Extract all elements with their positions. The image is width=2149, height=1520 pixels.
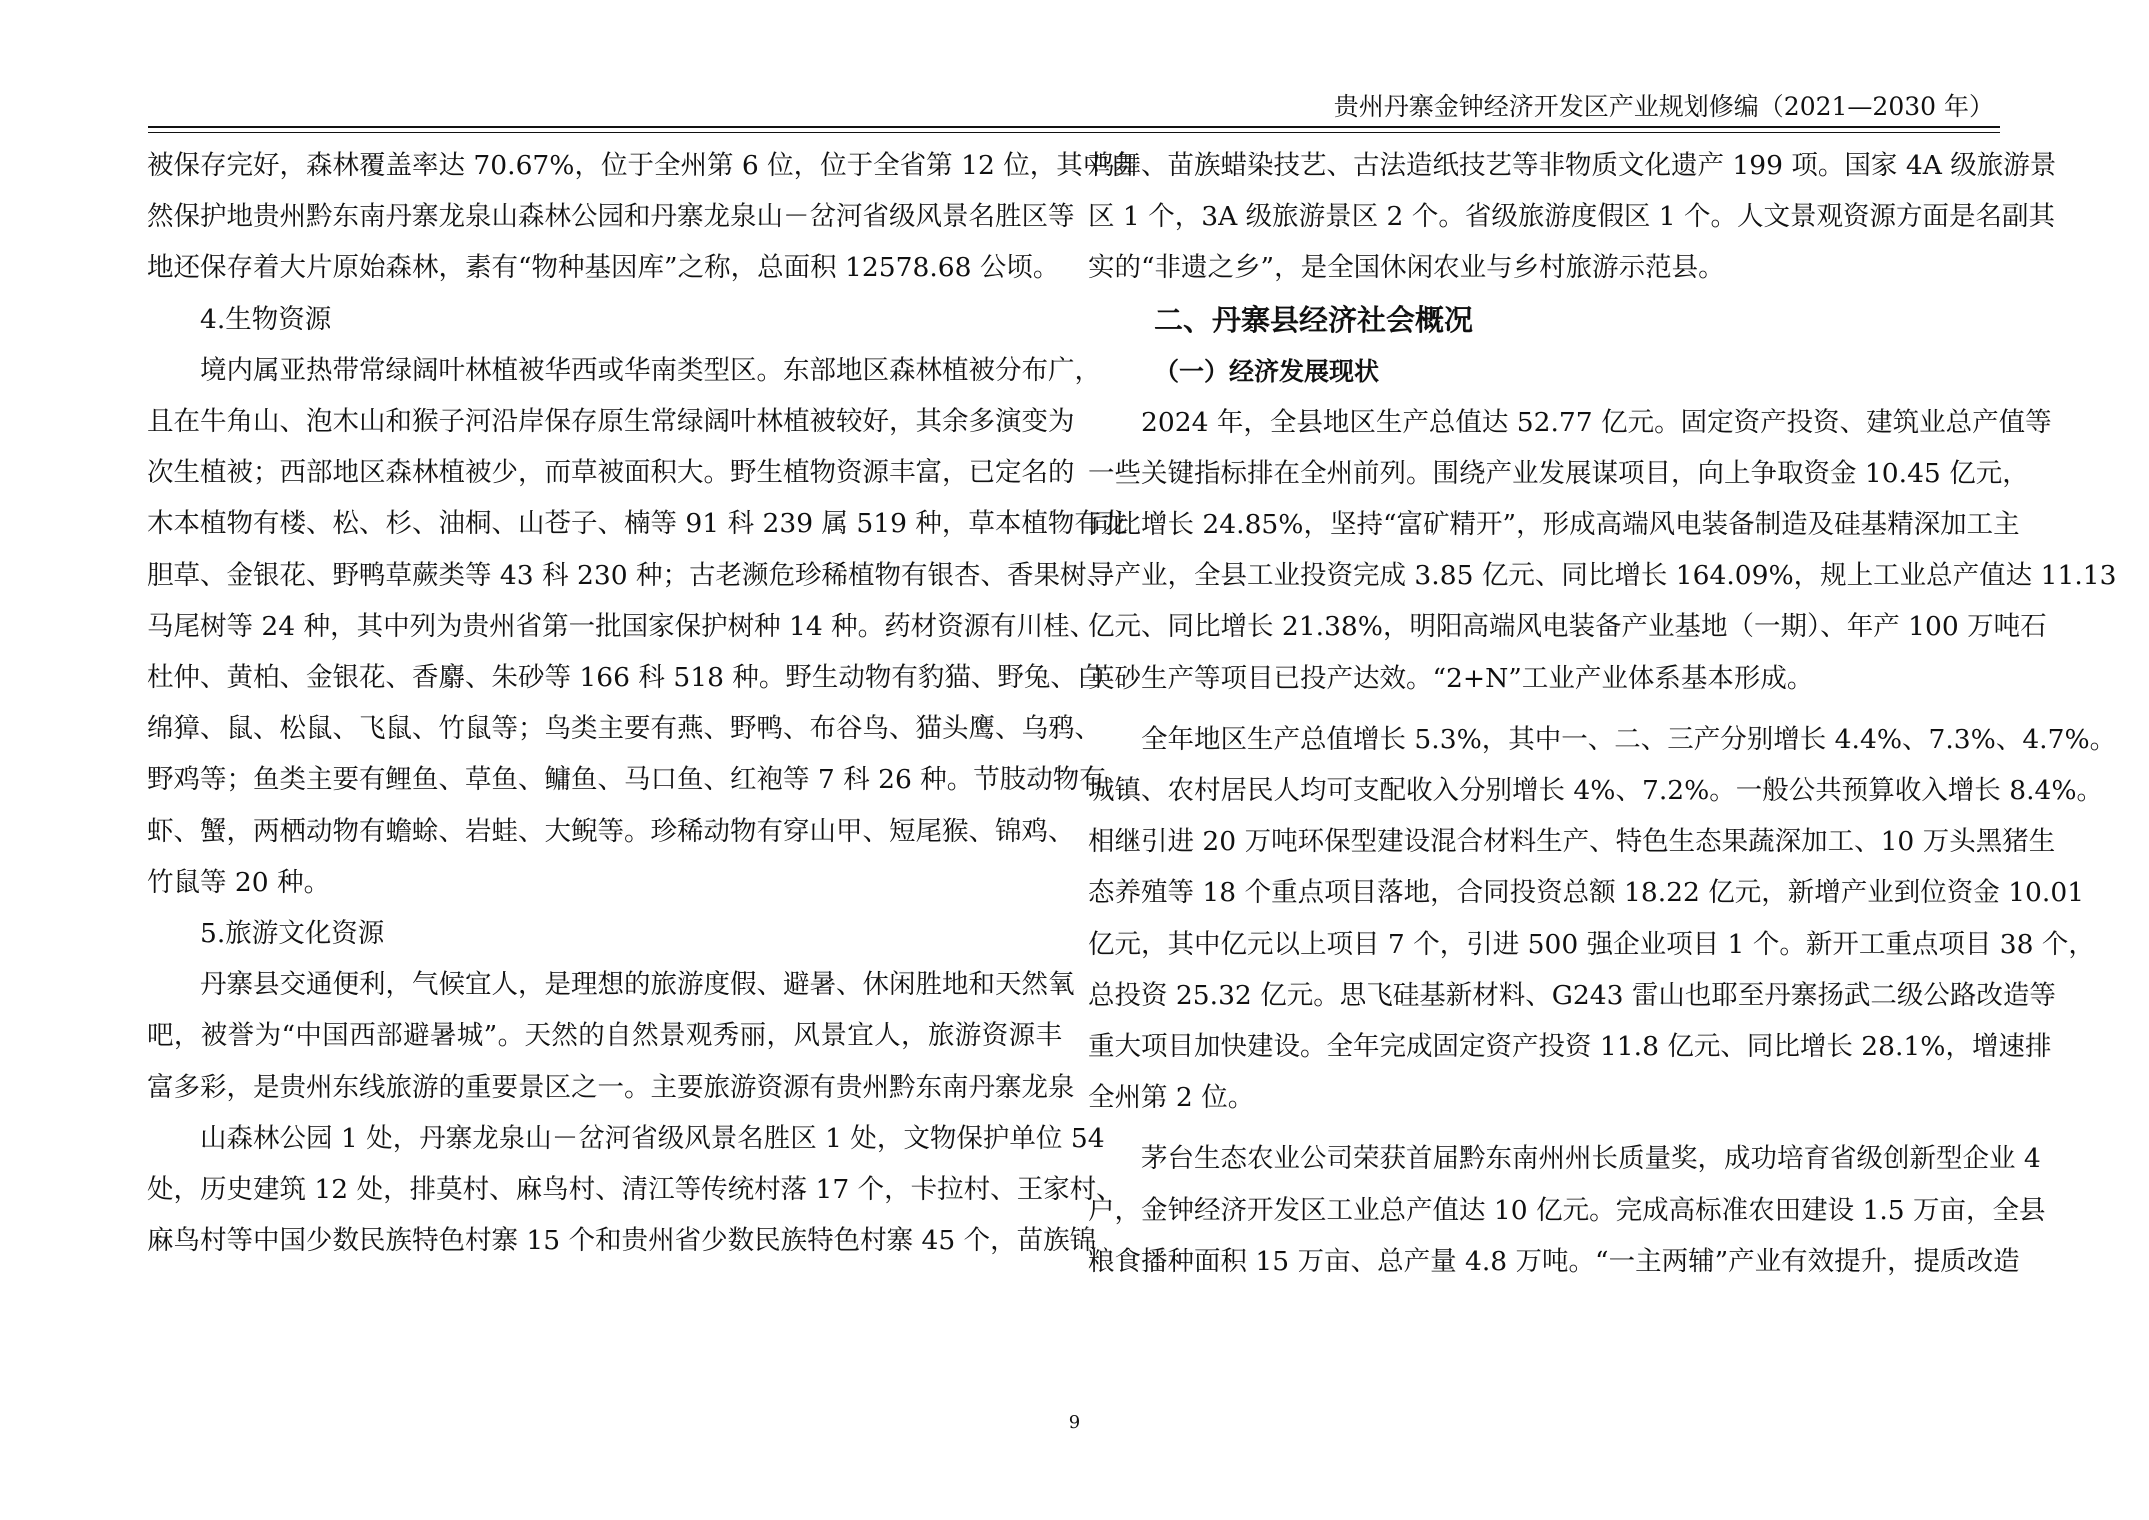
text-line: 丹寨县交通便利，气候宜人，是理想的旅游度假、避暑、休闲胜地和天然氧: [200, 969, 1075, 1001]
text-line: 地还保存着大片原始森林，素有“物种基因库”之称，总面积 12578.68 公顷。: [147, 252, 1060, 284]
text-line: 且在牛角山、泡木山和猴子河沿岸保存原生常绿阔叶林植被较好，其余多演变为: [147, 406, 1075, 438]
text-line: 富多彩，是贵州东线旅游的重要景区之一。主要旅游资源有贵州黔东南丹寨龙泉: [147, 1071, 1075, 1103]
header-rule: [148, 126, 2000, 133]
text-line: 同比增长 24.85%，坚持“富矿精开”，形成高端风电装备制造及硅基精深加工主: [1088, 509, 2020, 541]
text-line: 杜仲、黄柏、金银花、香麝、朱砂等 166 科 518 种。野生动物有豹猫、野兔、白: [147, 662, 1104, 694]
text-line: 总投资 25.32 亿元。思飞硅基新材料、G243 雷山也耶至丹寨扬武二级公路改造等: [1088, 979, 2056, 1011]
text-line: 导产业，全县工业投资完成 3.85 亿元、同比增长 164.09%，规上工业总产值达 11.13: [1088, 560, 2117, 592]
paragraph-economy-2: [1088, 714, 2117, 1124]
text-line: 野鸡等；鱼类主要有鲤鱼、草鱼、鳙鱼、马口鱼、红袍等 7 科 26 种。节肢动物有: [147, 764, 1106, 796]
paragraph-bio: [147, 345, 1128, 908]
page-number: 9: [1068, 1412, 1081, 1433]
text-line: 竹鼠等 20 种。: [147, 866, 331, 898]
text-line: 胆草、金银花、野鸭草蕨类等 43 科 230 种；古老濒危珍稀植物有银杏、香果树、: [147, 559, 1113, 591]
text-line: 境内属亚热带常绿阔叶林植被华西或华南类型区。东部地区森林植被分布广，: [200, 354, 1101, 386]
text-line: 实的“非遗之乡”，是全国休闲农业与乡村旅游示范县。: [1088, 252, 1725, 284]
text-line: 虾、蟹，两栖动物有蟾蜍、岩蛙、大鲵等。珍稀动物有穿山甲、短尾猴、锦鸡、: [147, 815, 1075, 847]
text-line: 相继引进 20 万吨环保型建设混合材料生产、特色生态果蔬深加工、10 万头黑猪生: [1088, 826, 2056, 858]
text-line: 山森林公园 1 处，丹寨龙泉山－岔河省级风景名胜区 1 处，文物保护单位 54: [200, 1122, 1105, 1154]
right-column: [1088, 140, 2117, 1287]
paragraph-gap: [1088, 704, 2003, 714]
section-heading-tourism: [147, 908, 1062, 959]
text-line: 粮食播种面积 15 万亩、总产量 4.8 万吨。“一主两辅”产业有效提升，提质改造: [1088, 1245, 2020, 1277]
text-line: 态养殖等 18 个重点项目落地，合同投资总额 18.22 亿元，新增产业到位资金 10.01: [1088, 877, 2085, 909]
text-line: 木本植物有楼、松、杉、油桐、山苍子、楠等 91 科 239 属 519 种，草本植物有龙: [147, 508, 1128, 540]
paragraph-tourism-cont: [1088, 140, 2057, 294]
subsection-heading-economy-status: （一）经济发展现状: [1154, 356, 1380, 386]
paragraph-economy-1: [1088, 397, 2117, 704]
text-line: 鸡舞、苗族蜡染技艺、古法造纸技艺等非物质文化遗产 199 项。国家 4A 级旅游景: [1088, 150, 2057, 181]
text-line: 次生植被；西部地区森林植被少，而草被面积大。野生植物资源丰富，已定名的: [147, 457, 1075, 489]
text-line: 全州第 2 位。: [1088, 1082, 1255, 1114]
text-line: 麻鸟村等中国少数民族特色村寨 15 个和贵州省少数民族特色村寨 45 个，苗族锦: [147, 1225, 1097, 1257]
text-line: 一些关键指标排在全州前列。围绕产业发展谋项目，向上争取资金 10.45 亿元，: [1088, 457, 2029, 489]
text-line: 吧，被誉为“中国西部避暑城”。天然的自然景观秀丽，风景宜人，旅游资源丰: [147, 1020, 1062, 1052]
left-column: [147, 140, 1136, 1266]
text-line: 英砂生产等项目已投产达效。“2+N”工业产业体系基本形成。: [1088, 662, 1814, 694]
text-line: 亿元，其中亿元以上项目 7 个，引进 500 强企业项目 1 个。新开工重点项目 38 个，: [1088, 928, 2095, 960]
text-line: 茅台生态农业公司荣获首届黔东南州州长质量奖，成功培育省级创新型企业 4: [1141, 1143, 2041, 1175]
paragraph-tourism: [147, 959, 1123, 1266]
running-header-title: 贵州丹寨金钟经济开发区产业规划修编（2021—2030 年）: [1333, 92, 1994, 121]
section-heading: 4.生物资源: [200, 303, 332, 335]
text-line: 城镇、农村居民人均可支配收入分别增长 4%、7.2%。一般公共预算收入增长 8.4%。: [1088, 775, 2104, 807]
paragraph-economy-3: [1088, 1133, 2046, 1287]
paragraph-gap: [1088, 1123, 2003, 1133]
text-line: 2024 年，全县地区生产总值达 52.77 亿元。固定资产投资、建筑业总产值等: [1141, 406, 2052, 438]
text-line: 户，金钟经济开发区工业总产值达 10 亿元。完成高标准农田建设 1.5 万亩，全县: [1088, 1194, 2046, 1226]
paragraph-forest: [147, 140, 1136, 294]
text-line: 绵獐、鼠、松鼠、飞鼠、竹鼠等；鸟类主要有燕、野鸭、布谷鸟、猫头鹰、乌鸦、: [147, 713, 1101, 745]
text-line: 处，历史建筑 12 处，排莫村、麻鸟村、清江等传统村落 17 个，卡拉村、王家村、: [147, 1174, 1123, 1206]
section-heading-economy: 二、丹寨县经济社会概况: [1154, 302, 1474, 337]
text-line: 然保护地贵州黔东南丹寨龙泉山森林公园和丹寨龙泉山－岔河省级风景名胜区等: [147, 201, 1075, 233]
text-line: 重大项目加快建设。全年完成固定资产投资 11.8 亿元、同比增长 28.1%，增速排: [1088, 1031, 2052, 1063]
text-line: 亿元、同比增长 21.38%，明阳高端风电装备产业基地（一期）、年产 100 万吨石: [1088, 611, 2047, 643]
section-heading-bio: [147, 294, 1062, 345]
text-line: 被保存完好，森林覆盖率达 70.67%，位于全州第 6 位，位于全省第 12 位，其中自: [147, 150, 1136, 181]
text-line: 全年地区生产总值增长 5.3%，其中一、二、三产分别增长 4.4%、7.3%、4.7%。: [1141, 723, 2117, 755]
text-line: 马尾树等 24 种，其中列为贵州省第一批国家保护树种 14 种。药材资源有川桂、: [147, 610, 1097, 642]
section-heading: 5.旅游文化资源: [200, 918, 385, 950]
text-line: 区 1 个，3A 级旅游景区 2 个。省级旅游度假区 1 个。人文景观资源方面是名副其: [1088, 201, 2056, 233]
